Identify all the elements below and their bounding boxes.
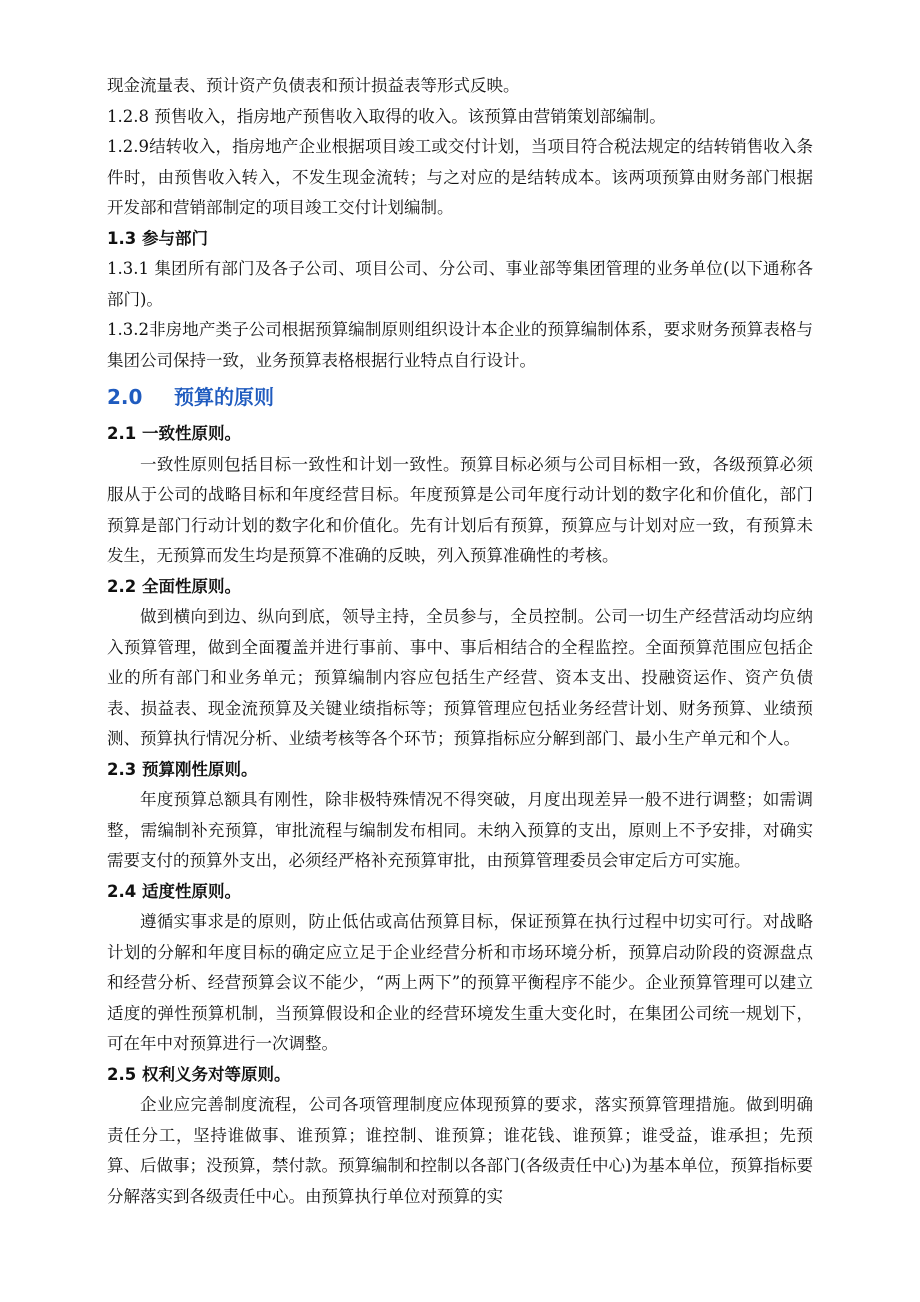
heading-2-4: 2.4 适度性原则。 xyxy=(107,881,241,901)
paragraph-1-2-8: 1.2.8 预售收入，指房地产预售收入取得的收入。该预算由营销策划部编制。 xyxy=(107,106,666,126)
paragraph-2-2: 做到横向到边、纵向到底，领导主持，全员参与，全员控制。公司一切生产经营活动均应纳入预算管理，做到全面覆盖并进行事前、事中、事后相结合的全程监控。全面预算范围应包括企业的所有部门和业务单元；预算编制内容应包括生产经营、资本支出、投融资运作、资产负债表、损益表、现金流预算及关键业绩指标等；预算管理应包括业务经营计划、财务预算、业绩预测、预算执行情况分析、业绩考核等各个环节；预算指标应分解到部门、最小生产单元和个人。 xyxy=(107,607,813,748)
paragraph-1-3-2: 1.3.2非房地产类子公司根据预算编制原则组织设计本企业的预算编制体系，要求财务预算表格与集团公司保持一致，业务预算表格根据行业特点自行设计。 xyxy=(107,320,813,370)
heading-2-0-title: 预算的原则 xyxy=(174,385,274,409)
heading-2-0-number: 2.0 xyxy=(107,385,143,409)
paragraph-1-2-7-cont: 现金流量表、预计资产负债表和预计损益表等形式反映。 xyxy=(107,76,520,95)
paragraph-2-5: 企业应完善制度流程，公司各项管理制度应体现预算的要求，落实预算管理措施。做到明确责任分工，坚持谁做事、谁预算；谁控制、谁预算；谁花钱、谁预算；谁受益，谁承担；先预算、后做事；没预算，禁付款。预算编制和控制以各部门(各级责任中心)为基本单位，预算指标要分解落实到各级责任中心。由预算执行单位对预算的实 xyxy=(107,1095,813,1206)
heading-2-0 xyxy=(107,384,813,410)
heading-2-3: 2.3 预算刚性原则。 xyxy=(107,759,258,779)
paragraph-1-3-1: 1.3.1 集团所有部门及各子公司、项目公司、分公司、事业部等集团管理的业务单位(以下通称各部门)。 xyxy=(107,259,813,309)
heading-2-2: 2.2 全面性原则。 xyxy=(107,576,241,596)
document-page xyxy=(107,71,813,1212)
heading-2-1: 2.1 一致性原则。 xyxy=(107,424,241,443)
paragraph-2-4: 遵循实事求是的原则，防止低估或高估预算目标，保证预算在执行过程中切实可行。对战略计划的分解和年度目标的确定应立足于企业经营分析和市场环境分析，预算启动阶段的资源盘点和经营分析、经营预算会议不能少，“两上两下”的预算平衡程序不能少。企业预算管理可以建立适度的弹性预算机制，当预算假设和企业的经营环境发生重大变化时，在集团公司统一规划下，可在年中对预算进行一次调整。 xyxy=(107,912,813,1053)
paragraph-2-1: 一致性原则包括目标一致性和计划一致性。预算目标必须与公司目标相一致，各级预算必须服从于公司的战略目标和年度经营目标。年度预算是公司年度行动计划的数字化和价值化，部门预算是部门行动计划的数字化和价值化。先有计划后有预算，预算应与计划对应一致，有预算未发生，无预算而发生均是预算不准确的反映，列入预算准确性的考核。 xyxy=(107,454,813,565)
heading-1-3: 1.3 参与部门 xyxy=(107,228,208,248)
paragraph-2-3: 年度预算总额具有刚性，除非极特殊情况不得突破，月度出现差异一般不进行调整；如需调整，需编制补充预算，审批流程与编制发布相同。未纳入预算的支出，原则上不予安排，对确实需要支付的预算外支出，必须经严格补充预算审批，由预算管理委员会审定后方可实施。 xyxy=(107,790,813,870)
heading-2-5: 2.5 权利义务对等原则。 xyxy=(107,1064,291,1084)
paragraph-1-2-9: 1.2.9结转收入，指房地产企业根据项目竣工或交付计划，当项目符合税法规定的结转销售收入条件时，由预售收入转入，不发生现金流转；与之对应的是结转成本。该两项预算由财务部门根据开发部和营销部制定的项目竣工交付计划编制。 xyxy=(107,137,813,217)
